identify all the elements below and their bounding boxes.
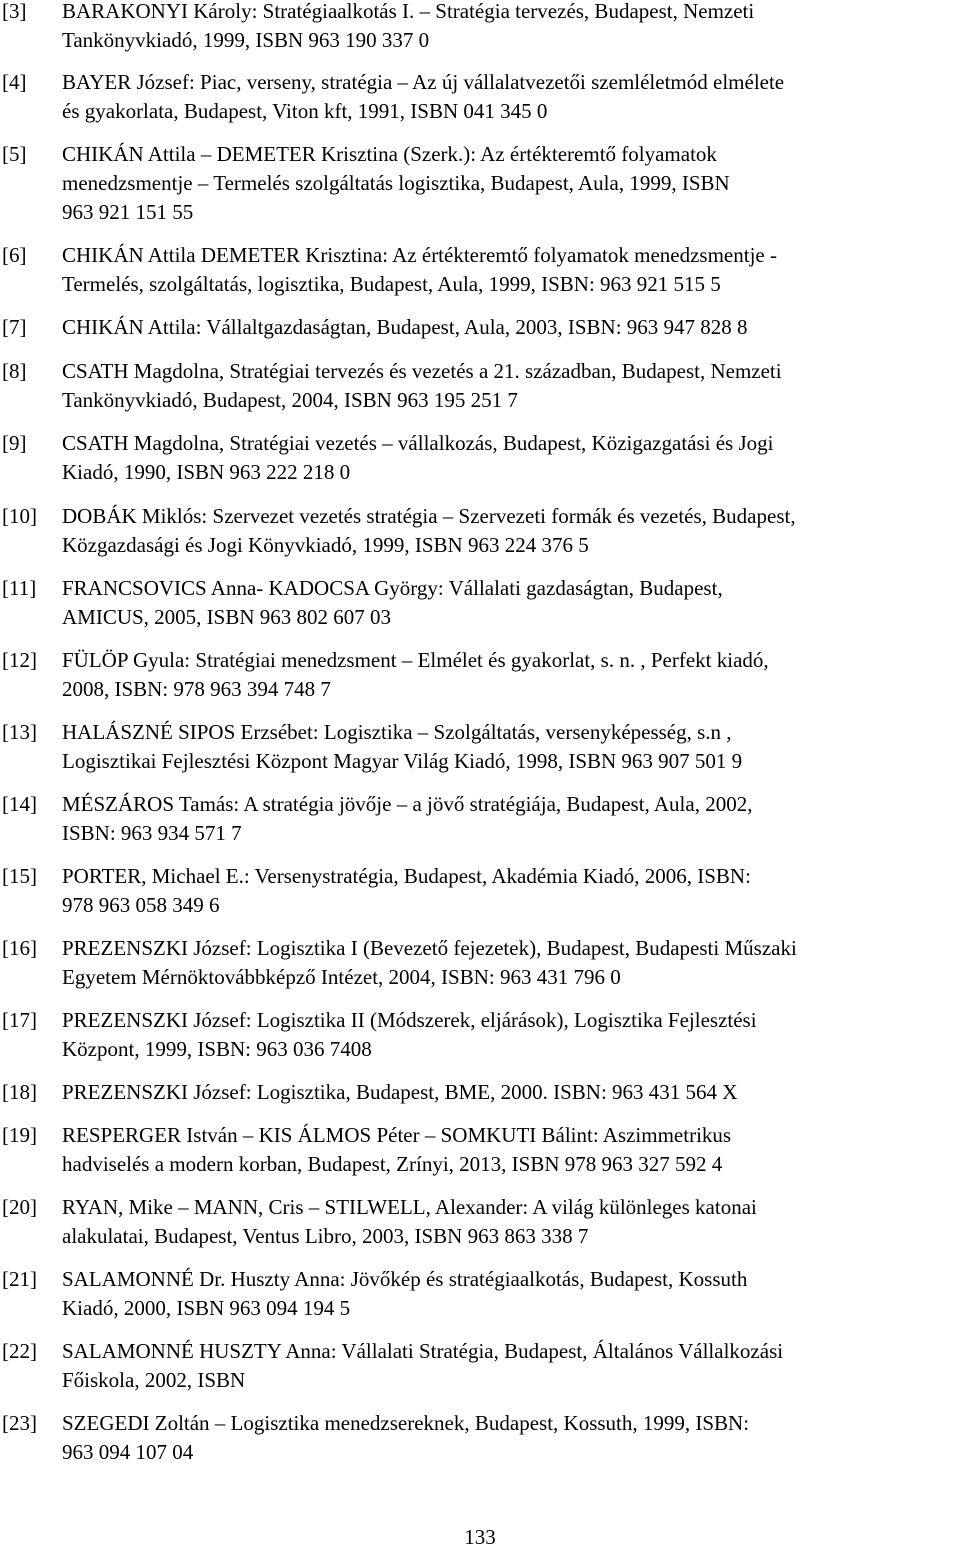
reference-text-line: CHIKÁN Attila: Vállaltgazdaságtan, Budapest, Aula, 2003, ISBN: 963 947 828 8 [62, 315, 748, 339]
reference-text-line: PORTER, Michael E.: Versenystratégia, Budapest, Akadémia Kiadó, 2006, ISBN: [62, 864, 751, 888]
reference-text-line: CHIKÁN Attila – DEMETER Krisztina (Szerk.): Az értékteremtő folyamatok [62, 142, 717, 166]
reference-text-line: Kiadó, 1990, ISBN 963 222 218 0 [62, 460, 351, 484]
reference-text-line: menedzsmentje – Termelés szolgáltatás logisztika, Budapest, Aula, 1999, ISBN [62, 171, 730, 195]
reference-number: [14] [2, 792, 37, 816]
reference-number: [22] [2, 1339, 37, 1363]
reference-text-line: és gyakorlata, Budapest, Viton kft, 1991, ISBN 041 345 0 [62, 99, 548, 123]
reference-number: [21] [2, 1267, 37, 1291]
reference-text-line: ISBN: 963 934 571 7 [62, 821, 242, 845]
reference-number: [15] [2, 864, 37, 888]
reference-number: [19] [2, 1123, 37, 1147]
reference-text-line: AMICUS, 2005, ISBN 963 802 607 03 [62, 605, 392, 629]
reference-text-line: 963 921 151 55 [62, 200, 194, 224]
reference-text-line: FÜLÖP Gyula: Stratégiai menedzsment – Elmélet és gyakorlat, s. n. , Perfekt kiadó, [62, 648, 769, 672]
reference-number: [17] [2, 1008, 37, 1032]
reference-text-line: HALÁSZNÉ SIPOS Erzsébet: Logisztika – Szolgáltatás, versenyképesség, s.n , [62, 720, 732, 744]
reference-number: [6] [2, 243, 27, 267]
reference-number: [7] [2, 315, 27, 339]
reference-text-line: BARAKONYI Károly: Stratégiaalkotás I. – Stratégia tervezés, Budapest, Nemzeti [62, 0, 755, 23]
reference-text-line: CSATH Magdolna, Stratégiai vezetés – vállalkozás, Budapest, Közigazgatási és Jogi [62, 431, 774, 455]
reference-number: [9] [2, 431, 27, 455]
reference-text-line: Egyetem Mérnöktovábbképző Intézet, 2004, ISBN: 963 431 796 0 [62, 965, 621, 989]
reference-text-line: Termelés, szolgáltatás, logisztika, Budapest, Aula, 1999, ISBN: 963 921 515 5 [62, 272, 721, 296]
reference-text-line: RYAN, Mike – MANN, Cris – STILWELL, Alexander: A világ különleges katonai [62, 1195, 757, 1219]
reference-number: [10] [2, 504, 37, 528]
reference-number: [4] [2, 70, 27, 94]
reference-text-line: PREZENSZKI József: Logisztika, Budapest, BME, 2000. ISBN: 963 431 564 X [62, 1080, 738, 1104]
reference-text-line: PREZENSZKI József: Logisztika II (Módszerek, eljárások), Logisztika Fejlesztési [62, 1008, 757, 1032]
reference-text-line: CHIKÁN Attila DEMETER Krisztina: Az értékteremtő folyamatok menedzsmentje - [62, 243, 777, 267]
reference-text-line: 963 094 107 04 [62, 1440, 194, 1464]
reference-number: [12] [2, 648, 37, 672]
reference-text-line: Tankönyvkiadó, 1999, ISBN 963 190 337 0 [62, 28, 430, 52]
reference-text-line: SALAMONNÉ HUSZTY Anna: Vállalati Stratégia, Budapest, Általános Vállalkozási [62, 1339, 784, 1363]
reference-number: [23] [2, 1411, 37, 1435]
reference-number: [8] [2, 359, 27, 383]
reference-text-line: alakulatai, Budapest, Ventus Libro, 2003, ISBN 963 863 338 7 [62, 1224, 589, 1248]
reference-text-line: Központ, 1999, ISBN: 963 036 7408 [62, 1037, 372, 1061]
reference-text-line: MÉSZÁROS Tamás: A stratégia jövője – a jövő stratégiája, Budapest, Aula, 2002, [62, 792, 753, 816]
reference-text-line: SZEGEDI Zoltán – Logisztika menedzsereknek, Budapest, Kossuth, 1999, ISBN: [62, 1411, 750, 1435]
reference-number: [18] [2, 1080, 37, 1104]
reference-text-line: hadviselés a modern korban, Budapest, Zrínyi, 2013, ISBN 978 963 327 592 4 [62, 1152, 723, 1176]
reference-text-line: PREZENSZKI József: Logisztika I (Bevezető fejezetek), Budapest, Budapesti Műszaki [62, 936, 797, 960]
reference-text-line: RESPERGER István – KIS ÁLMOS Péter – SOMKUTI Bálint: Aszimmetrikus [62, 1123, 732, 1147]
reference-number: [20] [2, 1195, 37, 1219]
reference-text-line: Kiadó, 2000, ISBN 963 094 194 5 [62, 1296, 351, 1320]
reference-text-line: 978 963 058 349 6 [62, 893, 220, 917]
reference-text-line: Főiskola, 2002, ISBN [62, 1368, 246, 1392]
reference-text-line: SALAMONNÉ Dr. Huszty Anna: Jövőkép és stratégiaalkotás, Budapest, Kossuth [62, 1267, 748, 1291]
reference-text-line: BAYER József: Piac, verseny, stratégia – Az új vállalatvezetői szemléletmód elmélete [62, 70, 785, 94]
page-number: 133 [464, 1525, 496, 1549]
reference-number: [13] [2, 720, 37, 744]
reference-number: [5] [2, 142, 27, 166]
reference-number: [3] [2, 0, 27, 23]
reference-text-line: CSATH Magdolna, Stratégiai tervezés és vezetés a 21. században, Budapest, Nemzeti [62, 359, 782, 383]
reference-text-line: Közgazdasági és Jogi Könyvkiadó, 1999, ISBN 963 224 376 5 [62, 533, 589, 557]
reference-text-line: DOBÁK Miklós: Szervezet vezetés stratégia – Szervezeti formák és vezetés, Budapest, [62, 504, 796, 528]
reference-text-line: Tankönyvkiadó, Budapest, 2004, ISBN 963 195 251 7 [62, 388, 518, 412]
reference-number: [11] [2, 576, 37, 600]
reference-text-line: Logisztikai Fejlesztési Központ Magyar Világ Kiadó, 1998, ISBN 963 907 501 9 [62, 749, 743, 773]
reference-text-line: 2008, ISBN: 978 963 394 748 7 [62, 677, 331, 701]
reference-number: [16] [2, 936, 37, 960]
reference-text-line: FRANCSOVICS Anna- KADOCSA György: Vállalati gazdaságtan, Budapest, [62, 576, 723, 600]
